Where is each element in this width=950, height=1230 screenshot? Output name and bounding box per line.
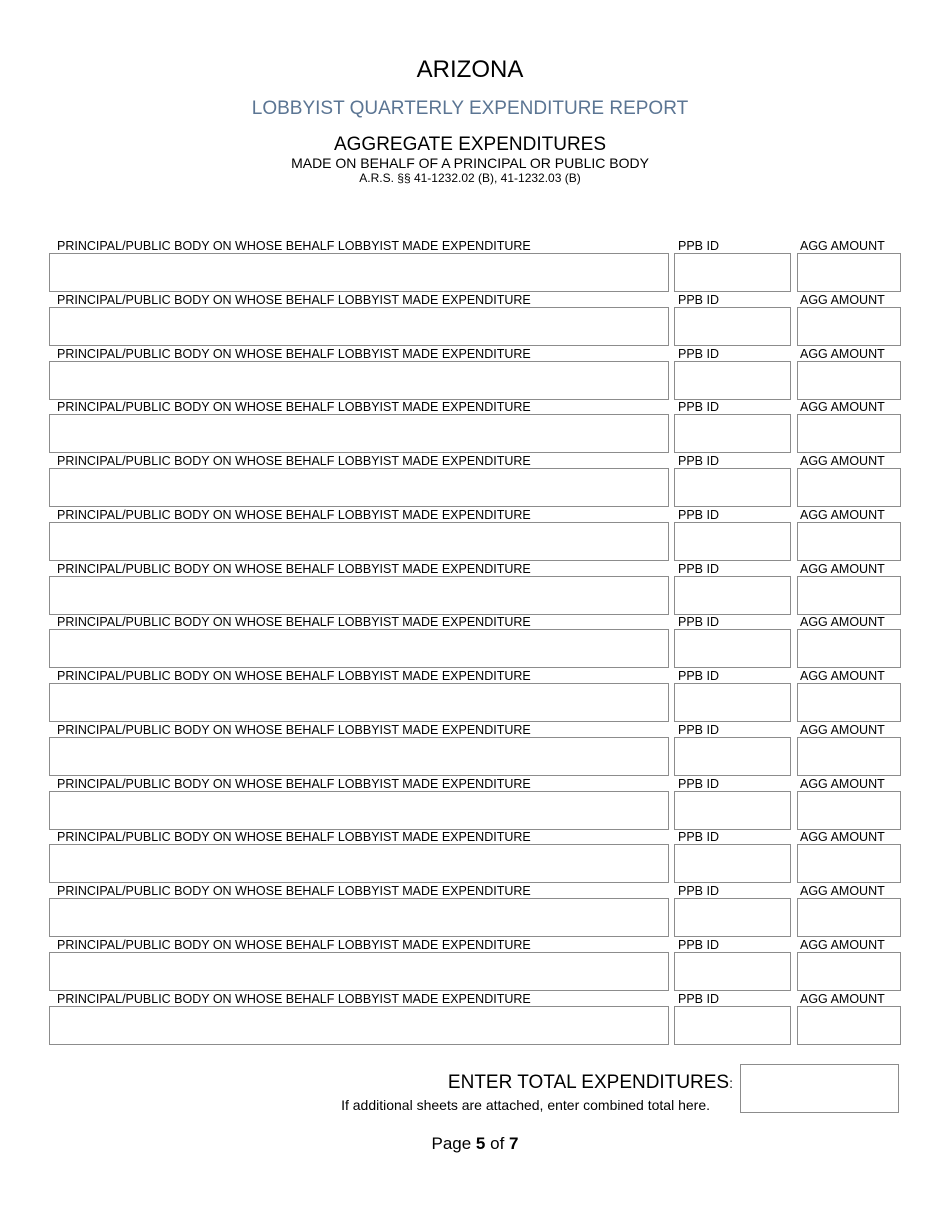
total-label-text: ENTER TOTAL EXPENDITURES <box>447 1072 730 1093</box>
ppb-id-field[interactable] <box>674 576 791 615</box>
agg-amount-field[interactable] <box>797 361 901 400</box>
principal-label: PRINCIPAL/PUBLIC BODY ON WHOSE BEHALF LOBBYIST MADE EXPENDITURE <box>57 508 531 522</box>
principal-field[interactable] <box>49 952 669 991</box>
principal-field[interactable] <box>49 576 669 615</box>
agg-amount-label: AGG AMOUNT <box>800 884 885 898</box>
page-number <box>0 1134 950 1154</box>
principal-label: PRINCIPAL/PUBLIC BODY ON WHOSE BEHALF LOBBYIST MADE EXPENDITURE <box>57 239 531 253</box>
ppb-id-field[interactable] <box>674 898 791 937</box>
principal-label: PRINCIPAL/PUBLIC BODY ON WHOSE BEHALF LOBBYIST MADE EXPENDITURE <box>57 562 531 576</box>
ppb-id-field[interactable] <box>674 737 791 776</box>
ppb-id-label: PPB ID <box>678 347 719 361</box>
ppb-id-field[interactable] <box>674 952 791 991</box>
principal-label: PRINCIPAL/PUBLIC BODY ON WHOSE BEHALF LOBBYIST MADE EXPENDITURE <box>57 669 531 683</box>
agg-amount-label: AGG AMOUNT <box>800 777 885 791</box>
ppb-id-field[interactable] <box>674 414 791 453</box>
state-title: ARIZONA <box>416 56 524 83</box>
agg-amount-label: AGG AMOUNT <box>800 562 885 576</box>
principal-field[interactable] <box>49 361 669 400</box>
principal-field[interactable] <box>49 791 669 830</box>
ppb-id-label: PPB ID <box>678 239 719 253</box>
total-expenditures-field[interactable] <box>740 1064 899 1113</box>
principal-label: PRINCIPAL/PUBLIC BODY ON WHOSE BEHALF LOBBYIST MADE EXPENDITURE <box>57 400 531 414</box>
ppb-id-field[interactable] <box>674 522 791 561</box>
ppb-id-label: PPB ID <box>678 508 719 522</box>
principal-field[interactable] <box>49 522 669 561</box>
agg-amount-label: AGG AMOUNT <box>800 723 885 737</box>
page-prefix: Page <box>431 1134 472 1153</box>
agg-amount-label: AGG AMOUNT <box>800 454 885 468</box>
agg-amount-field[interactable] <box>797 898 901 937</box>
agg-amount-label: AGG AMOUNT <box>800 347 885 361</box>
agg-amount-field[interactable] <box>797 737 901 776</box>
page-total: 7 <box>509 1134 519 1153</box>
principal-label: PRINCIPAL/PUBLIC BODY ON WHOSE BEHALF LOBBYIST MADE EXPENDITURE <box>57 992 531 1006</box>
ppb-id-field[interactable] <box>674 791 791 830</box>
principal-field[interactable] <box>49 253 669 292</box>
ppb-id-field[interactable] <box>674 307 791 346</box>
total-label-colon: : <box>729 1075 733 1091</box>
agg-amount-label: AGG AMOUNT <box>800 400 885 414</box>
agg-amount-field[interactable] <box>797 522 901 561</box>
principal-field[interactable] <box>49 844 669 883</box>
ppb-id-label: PPB ID <box>678 669 719 683</box>
ppb-id-label: PPB ID <box>678 615 719 629</box>
ppb-id-label: PPB ID <box>678 884 719 898</box>
principal-label: PRINCIPAL/PUBLIC BODY ON WHOSE BEHALF LOBBYIST MADE EXPENDITURE <box>57 723 531 737</box>
statute-reference: A.R.S. §§ 41-1232.02 (B), 41-1232.03 (B) <box>359 171 581 185</box>
ppb-id-label: PPB ID <box>678 830 719 844</box>
agg-amount-label: AGG AMOUNT <box>800 293 885 307</box>
agg-amount-field[interactable] <box>797 629 901 668</box>
agg-amount-field[interactable] <box>797 307 901 346</box>
agg-amount-label: AGG AMOUNT <box>800 830 885 844</box>
agg-amount-field[interactable] <box>797 952 901 991</box>
ppb-id-field[interactable] <box>674 253 791 292</box>
ppb-id-field[interactable] <box>674 844 791 883</box>
ppb-id-field[interactable] <box>674 361 791 400</box>
principal-field[interactable] <box>49 307 669 346</box>
agg-amount-field[interactable] <box>797 683 901 722</box>
ppb-id-field[interactable] <box>674 629 791 668</box>
principal-label: PRINCIPAL/PUBLIC BODY ON WHOSE BEHALF LOBBYIST MADE EXPENDITURE <box>57 938 531 952</box>
principal-field[interactable] <box>49 468 669 507</box>
ppb-id-label: PPB ID <box>678 562 719 576</box>
principal-field[interactable] <box>49 414 669 453</box>
ppb-id-field[interactable] <box>674 683 791 722</box>
agg-amount-field[interactable] <box>797 844 901 883</box>
principal-label: PRINCIPAL/PUBLIC BODY ON WHOSE BEHALF LOBBYIST MADE EXPENDITURE <box>57 347 531 361</box>
principal-label: PRINCIPAL/PUBLIC BODY ON WHOSE BEHALF LOBBYIST MADE EXPENDITURE <box>57 884 531 898</box>
ppb-id-label: PPB ID <box>678 992 719 1006</box>
principal-field[interactable] <box>49 898 669 937</box>
agg-amount-field[interactable] <box>797 414 901 453</box>
principal-label: PRINCIPAL/PUBLIC BODY ON WHOSE BEHALF LOBBYIST MADE EXPENDITURE <box>57 777 531 791</box>
ppb-id-label: PPB ID <box>678 938 719 952</box>
agg-amount-field[interactable] <box>797 1006 901 1045</box>
principal-label: PRINCIPAL/PUBLIC BODY ON WHOSE BEHALF LOBBYIST MADE EXPENDITURE <box>57 293 531 307</box>
ppb-id-label: PPB ID <box>678 293 719 307</box>
section-title: AGGREGATE EXPENDITURES <box>333 134 607 155</box>
ppb-id-field[interactable] <box>674 468 791 507</box>
principal-field[interactable] <box>49 629 669 668</box>
total-expenditures-label <box>448 1072 733 1094</box>
agg-amount-field[interactable] <box>797 791 901 830</box>
agg-amount-label: AGG AMOUNT <box>800 239 885 253</box>
agg-amount-label: AGG AMOUNT <box>800 615 885 629</box>
agg-amount-field[interactable] <box>797 576 901 615</box>
total-expenditures-note: If additional sheets are attached, enter combined total here. <box>341 1097 710 1113</box>
principal-field[interactable] <box>49 737 669 776</box>
principal-field[interactable] <box>49 683 669 722</box>
report-title: LOBBYIST QUARTERLY EXPENDITURE REPORT <box>251 98 689 119</box>
section-subtitle: MADE ON BEHALF OF A PRINCIPAL OR PUBLIC BODY <box>291 155 649 171</box>
agg-amount-field[interactable] <box>797 253 901 292</box>
page-of: of <box>490 1134 505 1153</box>
principal-label: PRINCIPAL/PUBLIC BODY ON WHOSE BEHALF LOBBYIST MADE EXPENDITURE <box>57 615 531 629</box>
ppb-id-label: PPB ID <box>678 400 719 414</box>
ppb-id-label: PPB ID <box>678 777 719 791</box>
agg-amount-label: AGG AMOUNT <box>800 508 885 522</box>
principal-label: PRINCIPAL/PUBLIC BODY ON WHOSE BEHALF LOBBYIST MADE EXPENDITURE <box>57 830 531 844</box>
agg-amount-label: AGG AMOUNT <box>800 669 885 683</box>
principal-label: PRINCIPAL/PUBLIC BODY ON WHOSE BEHALF LOBBYIST MADE EXPENDITURE <box>57 454 531 468</box>
ppb-id-label: PPB ID <box>678 454 719 468</box>
page-current: 5 <box>475 1134 486 1153</box>
agg-amount-field[interactable] <box>797 468 901 507</box>
principal-field[interactable] <box>49 1006 669 1045</box>
agg-amount-label: AGG AMOUNT <box>800 938 885 952</box>
ppb-id-label: PPB ID <box>678 723 719 737</box>
ppb-id-field[interactable] <box>674 1006 791 1045</box>
agg-amount-label: AGG AMOUNT <box>800 992 885 1006</box>
